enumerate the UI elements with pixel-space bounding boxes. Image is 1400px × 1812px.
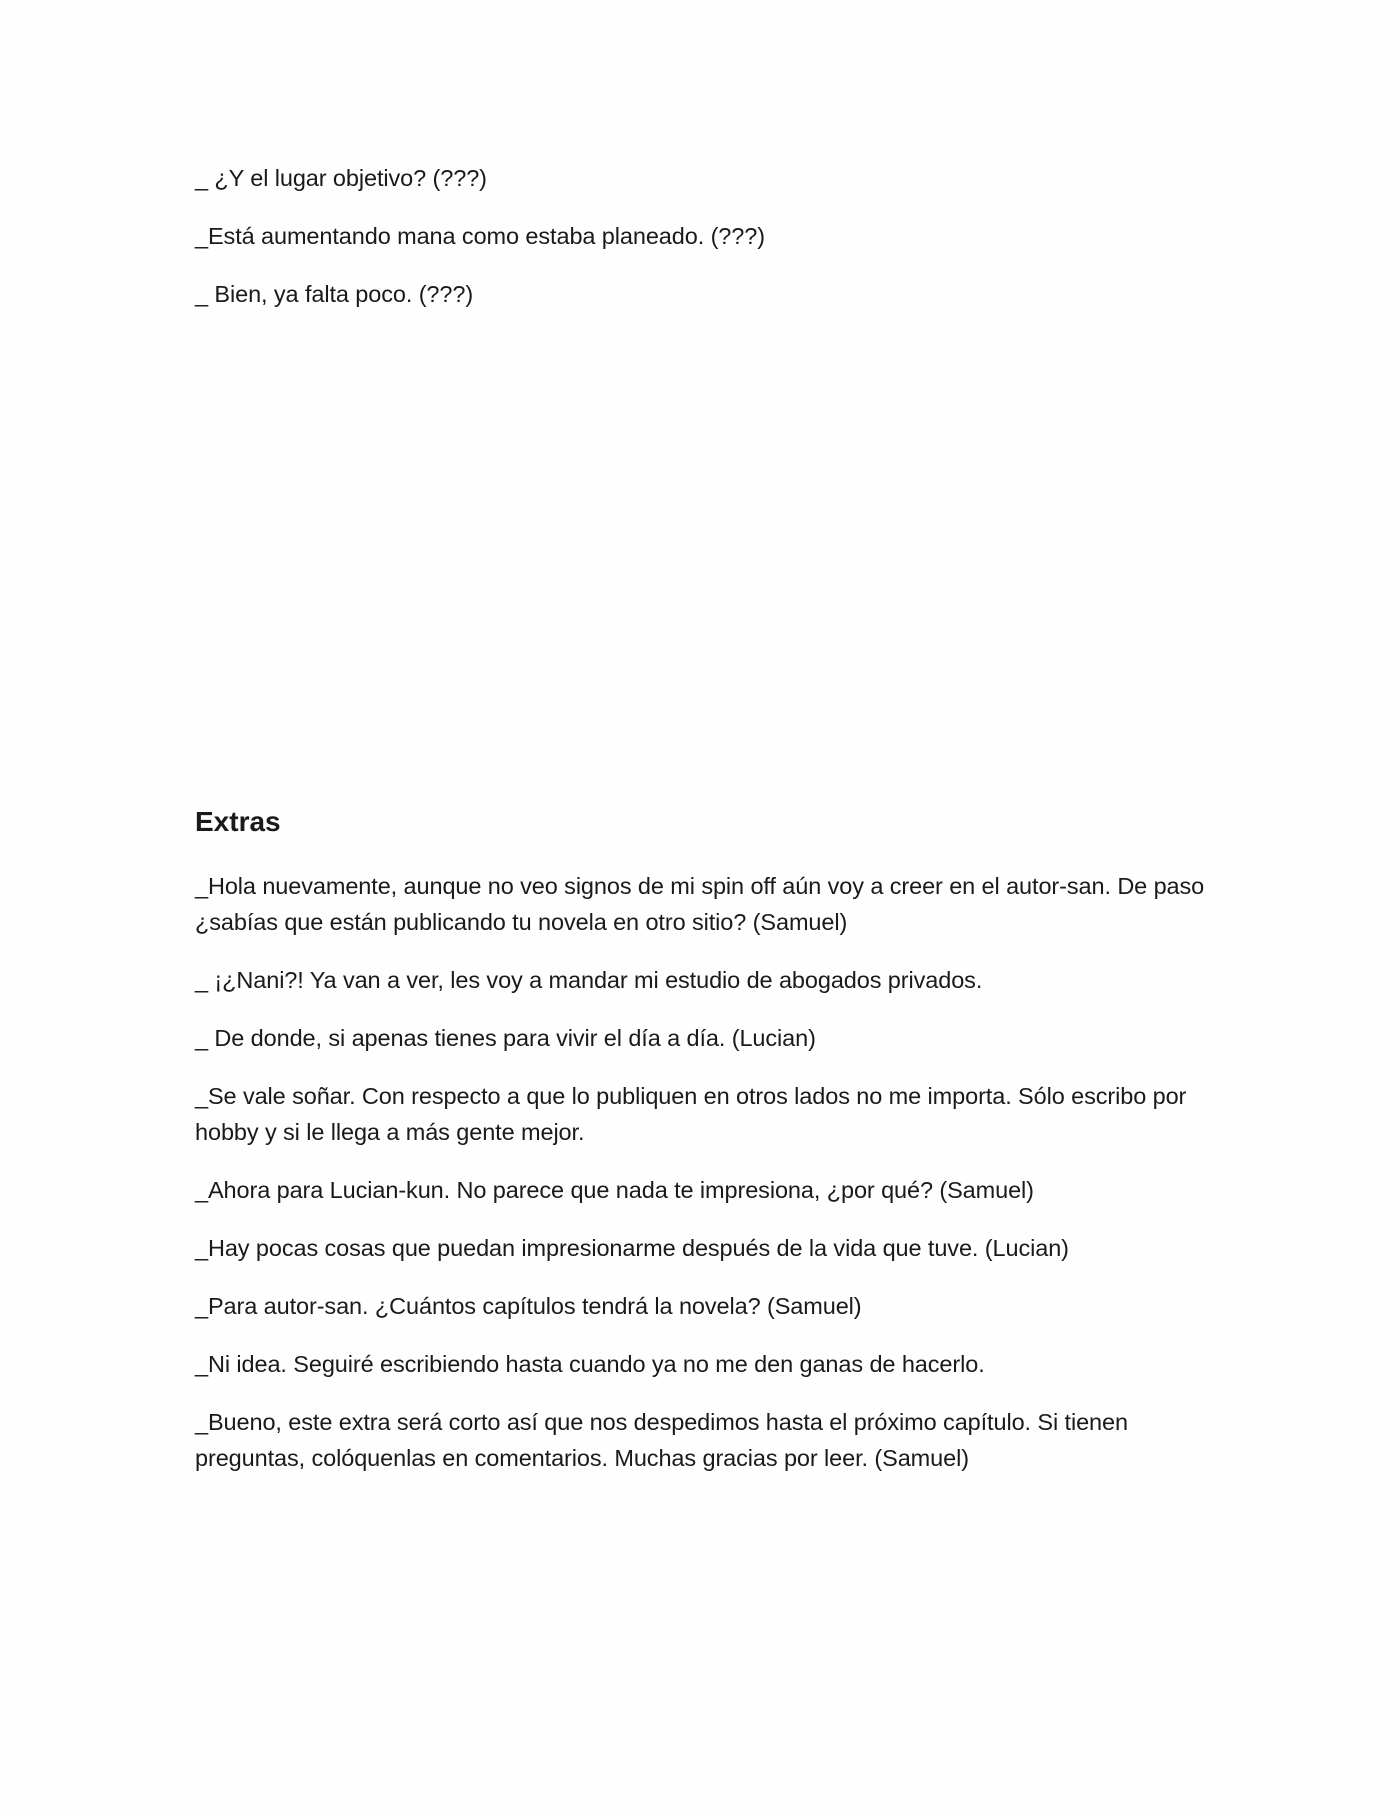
extras-paragraph: _Se vale soñar. Con respecto a que lo publiquen en otros lados no me importa. Sólo escribo por hobby y si le llega a más gente mejor.	[195, 1083, 1187, 1145]
extras-heading: Extras	[195, 806, 281, 837]
extras-paragraph: _Hola nuevamente, aunque no veo signos de mi spin off aún voy a creer en el autor-san. De paso ¿sabías que están publicando tu novela en otro sitio? (Samuel)	[195, 873, 1205, 935]
dialogue-block	[195, 160, 1205, 334]
extras-paragraph: _Bueno, este extra será corto así que nos despedimos hasta el próximo capítulo. Si tienen preguntas, colóquenlas en comentarios. Muchas gracias por leer. (Samuel)	[195, 1409, 1128, 1471]
extras-paragraph: _ ¡¿Nani?! Ya van a ver, les voy a mandar mi estudio de abogados privados.	[195, 967, 983, 993]
extras-section	[195, 868, 1205, 1498]
dialogue-line: _ Bien, ya falta poco. (???)	[195, 281, 474, 307]
extras-paragraph: _ De donde, si apenas tienes para vivir el día a día. (Lucian)	[195, 1025, 816, 1051]
extras-paragraph: _Ahora para Lucian-kun. No parece que nada te impresiona, ¿por qué? (Samuel)	[195, 1177, 1034, 1203]
extras-paragraph: _Ni idea. Seguiré escribiendo hasta cuando ya no me den ganas de hacerlo.	[195, 1351, 985, 1377]
extras-paragraph: _Para autor-san. ¿Cuántos capítulos tendrá la novela? (Samuel)	[195, 1293, 862, 1319]
extras-paragraph: _Hay pocas cosas que puedan impresionarme después de la vida que tuve. (Lucian)	[195, 1235, 1069, 1261]
dialogue-line: _ ¿Y el lugar objetivo? (???)	[195, 165, 487, 191]
dialogue-line: _Está aumentando mana como estaba planeado. (???)	[195, 223, 765, 249]
